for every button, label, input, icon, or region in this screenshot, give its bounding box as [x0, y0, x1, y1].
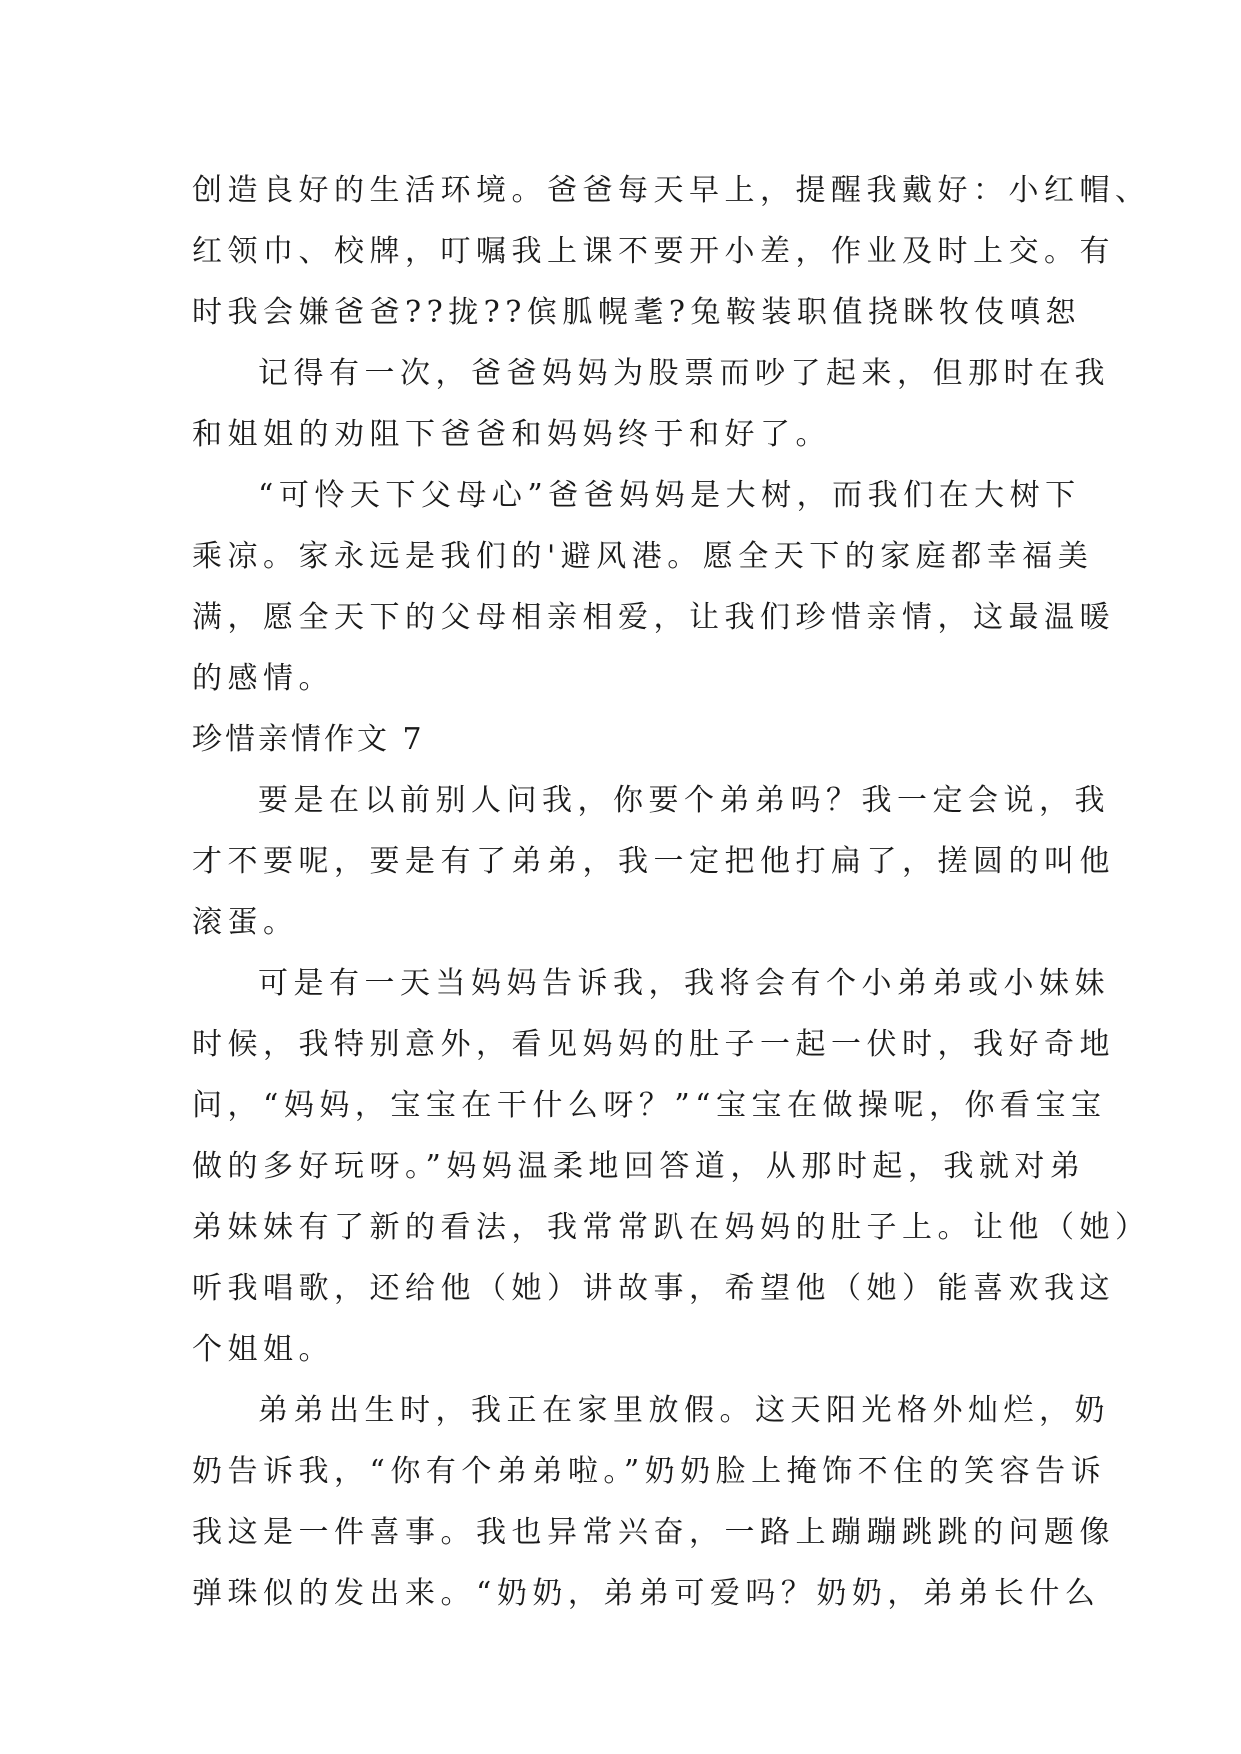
- text-line: 时我会嫌爸爸??拢??傧胍幌耄?兔鞍装职值挠眯牧伎嗔恕: [192, 295, 1081, 330]
- paragraph-start-line: 要是在以前别人问我，你要个弟弟吗？我一定会说，我: [258, 783, 1110, 818]
- text-line: 问，“妈妈，宝宝在干什么呀？”“宝宝在做操呢，你看宝宝: [192, 1088, 1107, 1123]
- text-line: 乘凉。家永远是我们的'避风港。愿全天下的家庭都幸福美: [192, 539, 1094, 574]
- section-heading: 珍惜亲情作文 7: [192, 722, 425, 757]
- text-line: 弹珠似的发出来。“奶奶，弟弟可爱吗？奶奶，弟弟长什么: [192, 1576, 1101, 1611]
- text-line: 创造良好的生活环境。爸爸每天早上，提醒我戴好：小红帽、: [192, 173, 1151, 208]
- text-line: 弟妹妹有了新的看法，我常常趴在妈妈的肚子上。让他（她）: [192, 1210, 1151, 1245]
- text-line: 滚蛋。: [192, 905, 299, 940]
- paragraph-start-line: 可是有一天当妈妈告诉我，我将会有个小弟弟或小妹妹: [258, 966, 1110, 1001]
- text-line: 做的多好玩呀。”妈妈温柔地回答道，从那时起，我就对弟: [192, 1149, 1086, 1184]
- text-line: 奶告诉我，“你有个弟弟啦。”奶奶脸上掩饰不住的笑容告诉: [192, 1454, 1107, 1489]
- text-line: 满，愿全天下的父母相亲相爱，让我们珍惜亲情，这最温暖: [192, 600, 1115, 635]
- text-line: 才不要呢，要是有了弟弟，我一定把他打扁了，搓圆的叫他: [192, 844, 1115, 879]
- paragraph-start-line: 记得有一次，爸爸妈妈为股票而吵了起来，但那时在我: [258, 356, 1110, 391]
- document-body: [192, 160, 1151, 1624]
- text-line: 红领巾、校牌，叮嘱我上课不要开小差，作业及时上交。有: [192, 234, 1115, 269]
- text-line: 和姐姐的劝阻下爸爸和妈妈终于和好了。: [192, 417, 831, 452]
- paragraph-start-line: “可怜天下父母心”爸爸妈妈是大树，而我们在大树下: [258, 478, 1081, 513]
- text-line: 听我唱歌，还给他（她）讲故事，希望他（她）能喜欢我这: [192, 1271, 1115, 1306]
- text-line: 个姐姐。: [192, 1332, 334, 1367]
- text-line: 的感情。: [192, 661, 334, 696]
- text-line: 我这是一件喜事。我也异常兴奋，一路上蹦蹦跳跳的问题像: [192, 1515, 1115, 1550]
- paragraph-start-line: 弟弟出生时，我正在家里放假。这天阳光格外灿烂，奶: [258, 1393, 1110, 1428]
- text-line: 时候，我特别意外，看见妈妈的肚子一起一伏时，我好奇地: [192, 1027, 1115, 1062]
